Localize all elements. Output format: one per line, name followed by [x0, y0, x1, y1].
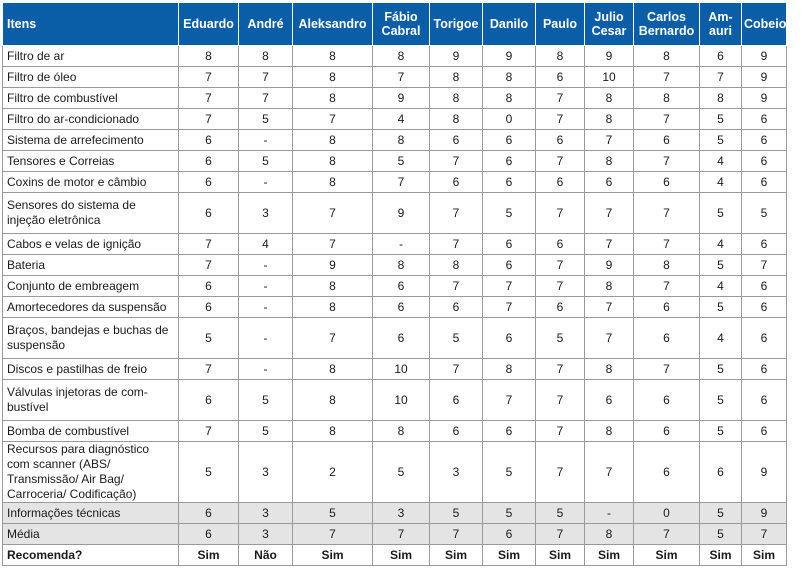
score-cell: - — [585, 503, 634, 524]
score-cell: 5 — [700, 130, 742, 151]
score-cell: 7 — [293, 193, 373, 234]
score-cell: - — [373, 234, 430, 255]
score-cell: 7 — [179, 255, 239, 276]
score-cell: 8 — [373, 421, 430, 442]
score-cell: 7 — [585, 193, 634, 234]
score-cell: 8 — [430, 88, 483, 109]
score-cell: 7 — [634, 276, 700, 297]
score-cell: 0 — [634, 503, 700, 524]
score-cell: 7 — [483, 276, 536, 297]
score-cell: 6 — [430, 172, 483, 193]
score-cell: 6 — [179, 151, 239, 172]
score-cell: 4 — [700, 234, 742, 255]
score-cell: 6 — [634, 130, 700, 151]
score-cell: 9 — [742, 67, 787, 88]
score-cell: 6 — [536, 297, 585, 318]
score-cell: 8 — [293, 380, 373, 421]
score-cell: 6 — [585, 380, 634, 421]
score-cell: 5 — [700, 503, 742, 524]
score-cell: 8 — [293, 276, 373, 297]
header-person: Torigoe — [430, 3, 483, 46]
score-cell: 6 — [430, 380, 483, 421]
score-cell: 7 — [239, 67, 293, 88]
header-row — [3, 3, 787, 46]
score-cell: 7 — [293, 318, 373, 359]
score-cell: 6 — [483, 318, 536, 359]
score-cell: 8 — [239, 46, 293, 67]
score-cell: 4 — [700, 172, 742, 193]
item-label: Amortecedores da suspensão — [3, 297, 179, 318]
score-cell: 6 — [742, 109, 787, 130]
score-cell: Sim — [179, 545, 239, 566]
score-cell: 6 — [373, 318, 430, 359]
item-label: Cabos e velas de ignição — [3, 234, 179, 255]
score-cell: 5 — [700, 193, 742, 234]
table-row — [3, 421, 787, 442]
score-cell: 6 — [634, 318, 700, 359]
table-row — [3, 442, 787, 503]
score-cell: 3 — [373, 503, 430, 524]
score-cell: 5 — [742, 193, 787, 234]
item-label: Recomenda? — [3, 545, 179, 566]
score-cell: 6 — [483, 130, 536, 151]
score-cell: 7 — [430, 276, 483, 297]
score-cell: 7 — [373, 172, 430, 193]
score-cell: 8 — [700, 88, 742, 109]
item-label: Coxins de motor e câmbio — [3, 172, 179, 193]
score-cell: 7 — [536, 524, 585, 545]
score-cell: 7 — [585, 234, 634, 255]
item-label: Válvulas injetoras de com-bustível — [3, 380, 179, 421]
score-cell: 8 — [293, 130, 373, 151]
header-person: Julio Cesar — [585, 3, 634, 46]
score-cell: 10 — [373, 359, 430, 380]
score-cell: 7 — [536, 380, 585, 421]
score-cell: 7 — [430, 151, 483, 172]
item-label: Braços, bandejas e buchas de suspensão — [3, 318, 179, 359]
score-cell: 6 — [742, 234, 787, 255]
header-person: Eduardo — [179, 3, 239, 46]
score-cell: 5 — [483, 193, 536, 234]
score-cell: 4 — [373, 109, 430, 130]
score-cell: 3 — [239, 442, 293, 503]
score-cell: 5 — [700, 359, 742, 380]
item-label: Média — [3, 524, 179, 545]
score-cell: 7 — [585, 130, 634, 151]
score-cell: 5 — [239, 109, 293, 130]
table-row — [3, 130, 787, 151]
score-cell: 4 — [700, 318, 742, 359]
score-cell: 8 — [430, 109, 483, 130]
table-row — [3, 380, 787, 421]
score-cell: 7 — [483, 297, 536, 318]
score-cell: 3 — [239, 193, 293, 234]
score-cell: 8 — [585, 524, 634, 545]
score-cell: 8 — [293, 88, 373, 109]
table-row — [3, 193, 787, 234]
score-cell: 5 — [430, 503, 483, 524]
score-cell: 6 — [634, 421, 700, 442]
score-cell: 7 — [430, 524, 483, 545]
item-label: Sistema de arrefecimento — [3, 130, 179, 151]
table-row — [3, 46, 787, 67]
header-person: Am-auri — [700, 3, 742, 46]
score-cell: Sim — [430, 545, 483, 566]
score-cell: 7 — [293, 234, 373, 255]
score-cell: 9 — [742, 503, 787, 524]
score-cell: 7 — [483, 380, 536, 421]
score-cell: 9 — [585, 46, 634, 67]
score-cell: - — [239, 318, 293, 359]
score-cell: 6 — [742, 172, 787, 193]
score-cell: 7 — [536, 255, 585, 276]
item-label: Sensores do sistema de injeção eletrônica — [3, 193, 179, 234]
score-cell: 7 — [430, 359, 483, 380]
score-cell: - — [239, 172, 293, 193]
score-cell: 8 — [634, 88, 700, 109]
score-cell: 7 — [585, 318, 634, 359]
item-label: Bomba de combustível — [3, 421, 179, 442]
table-row — [3, 503, 787, 524]
score-cell: 5 — [700, 109, 742, 130]
score-cell: 7 — [373, 67, 430, 88]
score-cell: 8 — [293, 151, 373, 172]
score-cell: 7 — [179, 359, 239, 380]
score-cell: 4 — [700, 151, 742, 172]
score-cell: 7 — [430, 234, 483, 255]
score-cell: 8 — [293, 67, 373, 88]
score-cell: 9 — [430, 46, 483, 67]
score-cell: 8 — [430, 67, 483, 88]
score-cell: Não — [239, 545, 293, 566]
score-cell: 5 — [373, 151, 430, 172]
item-label: Filtro de óleo — [3, 67, 179, 88]
score-cell: 9 — [373, 88, 430, 109]
header-person: Aleksandro — [293, 3, 373, 46]
score-cell: 6 — [634, 297, 700, 318]
score-cell: 7 — [179, 234, 239, 255]
score-cell: 9 — [742, 442, 787, 503]
header-person: Danilo — [483, 3, 536, 46]
score-cell: Sim — [742, 545, 787, 566]
score-cell: - — [239, 255, 293, 276]
score-cell: 9 — [742, 88, 787, 109]
score-cell: 6 — [536, 172, 585, 193]
score-cell: 4 — [700, 276, 742, 297]
score-cell: 2 — [293, 442, 373, 503]
score-cell: 8 — [293, 172, 373, 193]
score-cell: 7 — [634, 193, 700, 234]
score-cell: 5 — [239, 421, 293, 442]
score-cell: 8 — [293, 359, 373, 380]
score-cell: 6 — [179, 172, 239, 193]
header-person: Carlos Bernardo — [634, 3, 700, 46]
score-cell: 3 — [239, 524, 293, 545]
score-cell: 8 — [536, 46, 585, 67]
score-cell: 5 — [700, 297, 742, 318]
score-cell: 8 — [293, 46, 373, 67]
score-cell: Sim — [634, 545, 700, 566]
score-cell: 7 — [634, 524, 700, 545]
score-cell: 3 — [430, 442, 483, 503]
header-person: Paulo — [536, 3, 585, 46]
score-cell: 5 — [700, 255, 742, 276]
score-cell: 7 — [293, 524, 373, 545]
score-cell: - — [239, 276, 293, 297]
score-cell: 7 — [536, 359, 585, 380]
score-cell: 7 — [536, 109, 585, 130]
score-cell: - — [239, 359, 293, 380]
score-cell: 6 — [373, 276, 430, 297]
score-cell: 6 — [483, 172, 536, 193]
score-cell: 6 — [634, 172, 700, 193]
score-cell: 7 — [634, 234, 700, 255]
score-cell: 7 — [536, 276, 585, 297]
score-cell: 6 — [742, 359, 787, 380]
score-cell: 7 — [536, 88, 585, 109]
score-cell: 7 — [179, 109, 239, 130]
score-cell: 0 — [483, 109, 536, 130]
score-cell: - — [239, 297, 293, 318]
table-row — [3, 297, 787, 318]
score-cell: Sim — [293, 545, 373, 566]
score-cell: 5 — [536, 318, 585, 359]
score-cell: 7 — [373, 524, 430, 545]
table-body — [3, 46, 787, 566]
score-cell: 6 — [179, 276, 239, 297]
score-cell: 7 — [536, 151, 585, 172]
score-cell: 6 — [585, 172, 634, 193]
score-cell: 7 — [585, 442, 634, 503]
table-row — [3, 88, 787, 109]
score-cell: 6 — [742, 318, 787, 359]
score-cell: 6 — [483, 524, 536, 545]
score-cell: 7 — [239, 88, 293, 109]
score-cell: 6 — [536, 234, 585, 255]
score-cell: 6 — [373, 297, 430, 318]
score-cell: 7 — [536, 442, 585, 503]
score-cell: 8 — [585, 421, 634, 442]
score-cell: 7 — [536, 421, 585, 442]
score-cell: 7 — [634, 67, 700, 88]
score-cell: 5 — [430, 318, 483, 359]
score-cell: 6 — [742, 130, 787, 151]
score-cell: 6 — [536, 67, 585, 88]
header-person: Fábio Cabral — [373, 3, 430, 46]
score-cell: Sim — [373, 545, 430, 566]
score-cell: 6 — [483, 234, 536, 255]
score-cell: 8 — [585, 151, 634, 172]
score-cell: 7 — [585, 297, 634, 318]
item-label: Discos e pastilhas de freio — [3, 359, 179, 380]
score-cell: 8 — [373, 130, 430, 151]
score-cell: 7 — [742, 255, 787, 276]
score-cell: 6 — [179, 193, 239, 234]
score-cell: 6 — [483, 421, 536, 442]
table-row — [3, 359, 787, 380]
item-label: Filtro do ar-condicionado — [3, 109, 179, 130]
item-label: Informações técnicas — [3, 503, 179, 524]
score-cell: 8 — [293, 421, 373, 442]
score-cell: 7 — [536, 193, 585, 234]
score-cell: 7 — [179, 421, 239, 442]
score-cell: 8 — [634, 255, 700, 276]
score-cell: 7 — [179, 88, 239, 109]
score-cell: 9 — [373, 193, 430, 234]
table-row — [3, 276, 787, 297]
score-cell: 6 — [742, 276, 787, 297]
score-cell: 6 — [700, 46, 742, 67]
score-cell: 8 — [179, 46, 239, 67]
score-cell: 5 — [700, 380, 742, 421]
score-cell: 7 — [634, 151, 700, 172]
score-cell: 8 — [293, 297, 373, 318]
score-cell: 6 — [179, 524, 239, 545]
score-cell: 9 — [483, 46, 536, 67]
table-row — [3, 67, 787, 88]
score-cell: 5 — [239, 380, 293, 421]
score-cell: 6 — [634, 442, 700, 503]
header-person: Cobeio — [742, 3, 787, 46]
score-cell: 6 — [742, 151, 787, 172]
score-cell: 5 — [179, 318, 239, 359]
score-cell: 5 — [536, 503, 585, 524]
score-cell: 5 — [179, 442, 239, 503]
score-cell: 6 — [742, 297, 787, 318]
score-cell: 6 — [430, 297, 483, 318]
table-row — [3, 255, 787, 276]
score-cell: 7 — [430, 193, 483, 234]
table-row — [3, 151, 787, 172]
score-cell: Sim — [585, 545, 634, 566]
item-label: Conjunto de embreagem — [3, 276, 179, 297]
score-cell: 7 — [634, 109, 700, 130]
score-cell: 7 — [742, 524, 787, 545]
score-cell: 6 — [700, 442, 742, 503]
table-row — [3, 109, 787, 130]
score-cell: 9 — [293, 255, 373, 276]
score-cell: 8 — [483, 88, 536, 109]
score-cell: 8 — [373, 46, 430, 67]
score-cell: 8 — [585, 109, 634, 130]
score-cell: 5 — [293, 503, 373, 524]
score-cell: 6 — [430, 421, 483, 442]
score-cell: 6 — [483, 151, 536, 172]
table-row — [3, 318, 787, 359]
score-cell: 8 — [585, 276, 634, 297]
score-cell: Sim — [700, 545, 742, 566]
score-cell: 7 — [634, 359, 700, 380]
score-cell: 6 — [179, 503, 239, 524]
score-cell: 5 — [239, 151, 293, 172]
score-cell: 8 — [634, 46, 700, 67]
score-cell: 5 — [483, 442, 536, 503]
table-row — [3, 524, 787, 545]
score-cell: 9 — [585, 255, 634, 276]
item-label: Tensores e Correias — [3, 151, 179, 172]
score-cell: 6 — [536, 130, 585, 151]
score-cell: 5 — [700, 421, 742, 442]
score-cell: 10 — [373, 380, 430, 421]
score-cell: 6 — [742, 380, 787, 421]
score-cell: 8 — [483, 67, 536, 88]
score-cell: 5 — [700, 524, 742, 545]
ratings-table — [2, 2, 787, 566]
table-row — [3, 545, 787, 566]
score-cell: 4 — [239, 234, 293, 255]
score-cell: 5 — [483, 503, 536, 524]
score-cell: 8 — [430, 255, 483, 276]
item-label: Filtro de combustível — [3, 88, 179, 109]
table-row — [3, 172, 787, 193]
score-cell: 10 — [585, 67, 634, 88]
score-cell: 6 — [179, 130, 239, 151]
score-cell: 3 — [239, 503, 293, 524]
score-cell: 8 — [483, 359, 536, 380]
score-cell: 6 — [179, 380, 239, 421]
item-label: Recursos para diagnóstico com scanner (ABS/ Transmissão/ Air Bag/ Carroceria/ Codificação) — [3, 442, 179, 503]
score-cell: 8 — [585, 359, 634, 380]
table-row — [3, 234, 787, 255]
score-cell: 6 — [634, 380, 700, 421]
score-cell: 9 — [742, 46, 787, 67]
score-cell: 6 — [742, 421, 787, 442]
score-cell: 6 — [483, 255, 536, 276]
item-label: Bateria — [3, 255, 179, 276]
score-cell: 7 — [179, 67, 239, 88]
score-cell: 6 — [430, 130, 483, 151]
score-cell: 7 — [293, 109, 373, 130]
score-cell: 8 — [585, 88, 634, 109]
header-items: Itens — [3, 3, 179, 46]
score-cell: Sim — [536, 545, 585, 566]
score-cell: 8 — [373, 255, 430, 276]
score-cell: 7 — [700, 67, 742, 88]
score-cell: 6 — [179, 297, 239, 318]
item-label: Filtro de ar — [3, 46, 179, 67]
header-person: André — [239, 3, 293, 46]
score-cell: Sim — [483, 545, 536, 566]
score-cell: 5 — [373, 442, 430, 503]
score-cell: - — [239, 130, 293, 151]
